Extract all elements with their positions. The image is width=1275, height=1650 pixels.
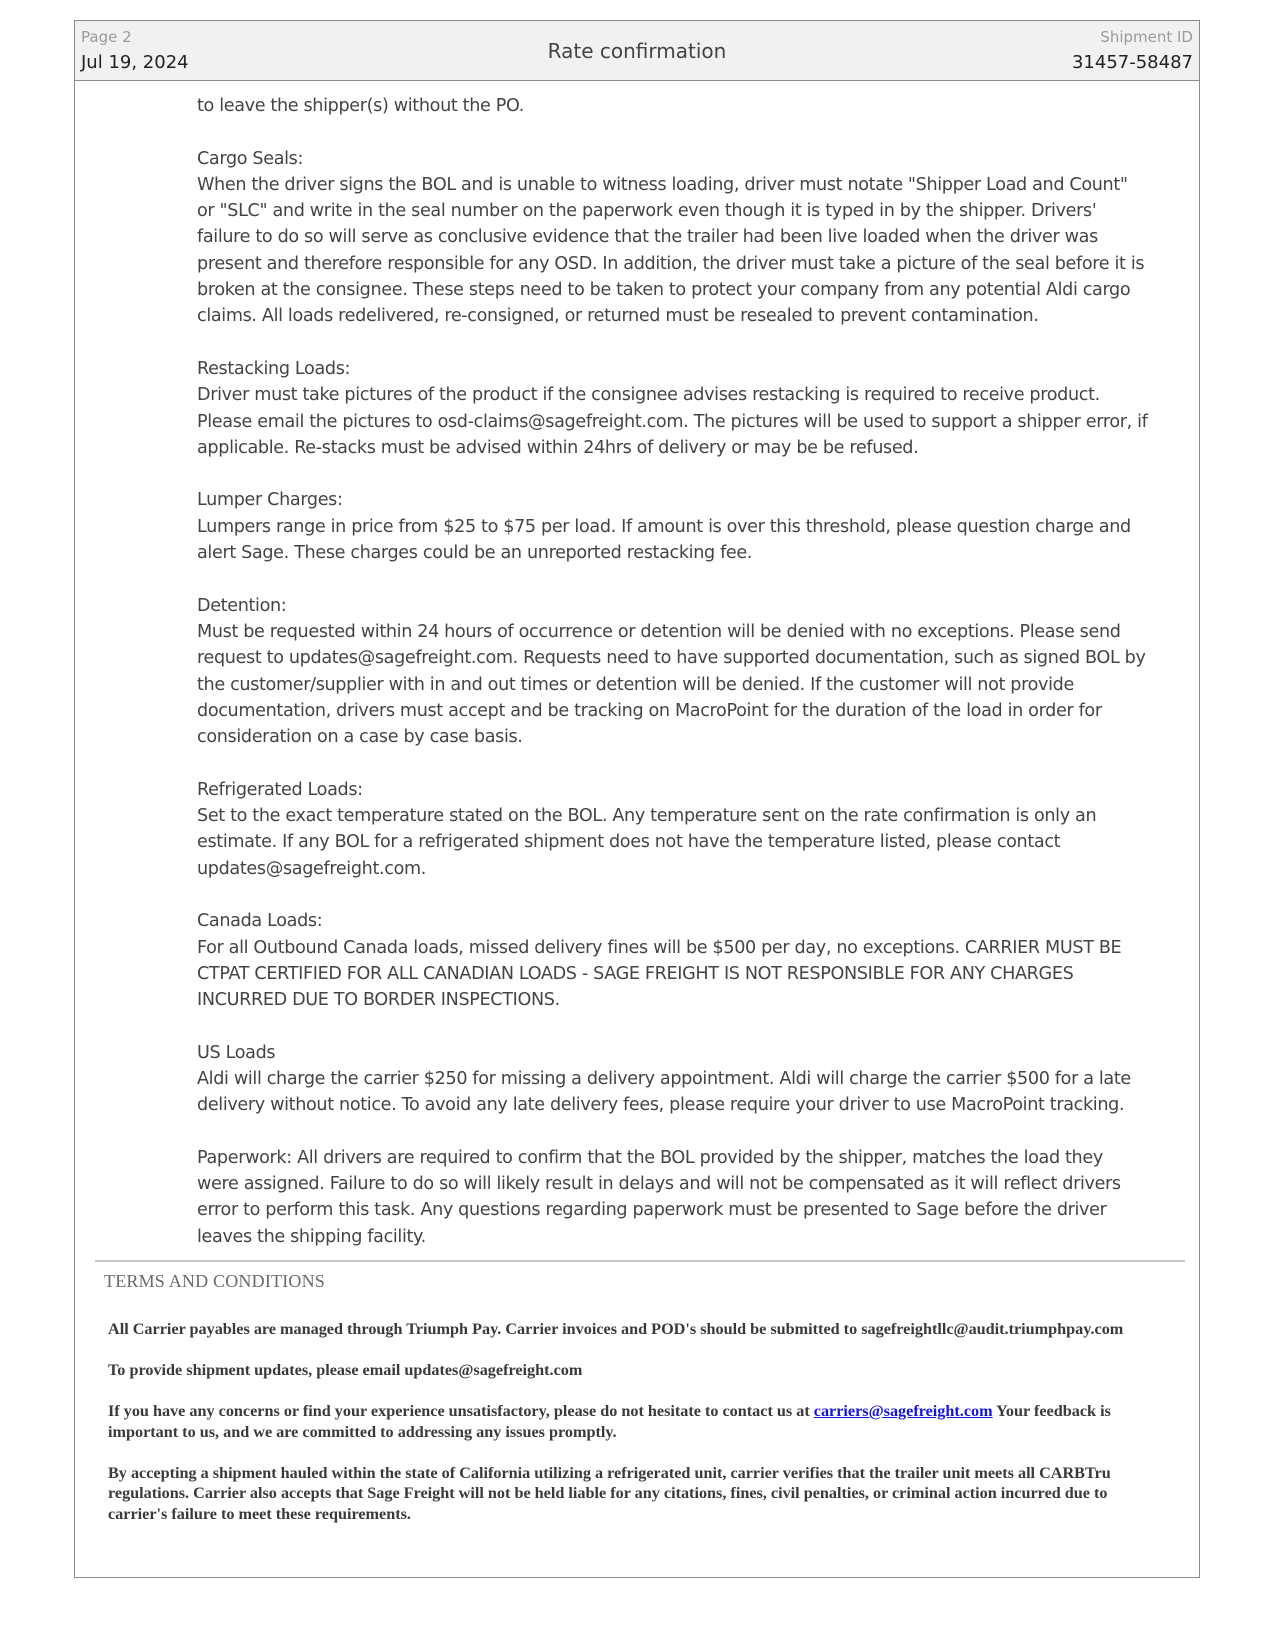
terms-concerns <box>108 1401 1168 1442</box>
terms-heading: TERMS AND CONDITIONS <box>104 1271 326 1291</box>
instruction-detention: Detention: Must be requested within 24 hours of occurrence or detention will be denied with no exceptions. Please send request to updates@sagefreight.com. Requests need to have supported documentation, such as signed BOL by the customer/supplier with in and out times or detention will be denied. If the customer will not provide documentation, drivers must accept and be tracking on MacroPoint for the duration of the load in order for consideration on a case by case basis. <box>197 595 1146 748</box>
page-number: Page 2 <box>81 28 132 46</box>
instruction-po-continuation: to leave the shipper(s) without the PO. <box>197 96 525 116</box>
instruction-paperwork: Paperwork: All drivers are required to confirm that the BOL provided by the shipper, matches the load they were assigned. Failure to do so will likely result in delays and will not be compensated as it will reflect drivers error to perform this task. Any questions regarding paperwork must be presented to Sage before the driver leaves the shipping facility. <box>197 1147 1121 1247</box>
terms-california: By accepting a shipment hauled within the state of California utilizing a refrigerated unit, carrier verifies that the trailer unit meets all CARBTru regulations. Carrier also accepts that Sage Freight will not be held liable for any citations, fines, civil penalties, or criminal action incurred due to carrier's failure to meet these requirements. <box>108 1463 1111 1523</box>
carriers-email-link[interactable]: carriers@sagefreight.com <box>813 1402 993 1420</box>
terms-and-conditions <box>108 1319 1168 1545</box>
instruction-us-loads: US Loads Aldi will charge the carrier $250 for missing a delivery appointment. Aldi will charge the carrier $500 for a late delivery without notice. To avoid any late delivery fees, please require your driver to use MacroPoint tracking. <box>197 1042 1131 1116</box>
shipment-id-label: Shipment ID <box>1100 28 1193 46</box>
instruction-lumper-charges: Lumper Charges: Lumpers range in price from $25 to $75 per load. If amount is over this threshold, please question charge and alert Sage. These charges could be an unreported restacking fee. <box>197 490 1131 564</box>
terms-concerns-text-end: Your feedback is important to us, and we are committed to addressing any issues promptly. <box>108 1402 1111 1441</box>
instruction-cargo-seals: Cargo Seals: When the driver signs the BOL and is unable to witness loading, driver must notate "Shipper Load and Count" or "SLC" and write in the seal number on the paperwork even though it is typed in by the shipper. Drivers' failure to do so will serve as conclusive evidence that the trailer had been live loaded when the driver was present and therefore responsible for any OSD. In addition, the driver must take a picture of the seal before it is broken at the consignee. These steps need to be taken to protect your company from any potential Aldi cargo claims. All loads redelivered, re-consigned, or returned must be resealed to prevent contamination. <box>197 148 1145 327</box>
instruction-restacking-loads: Restacking Loads: Driver must take pictures of the product if the consignee advises restacking is required to receive product. Please email the pictures to osd-claims@sagefreight.com. The pictures will be used to support a shipper error, if applicable. Re-stacks must be advised within 24hrs of delivery or may be be refused. <box>197 358 1148 458</box>
terms-updates: To provide shipment updates, please email updates@sagefreight.com <box>108 1361 583 1379</box>
section-divider <box>95 1260 1185 1262</box>
special-instructions <box>197 93 1149 1250</box>
document-title: Rate confirmation <box>547 39 727 63</box>
instruction-canada-loads: Canada Loads: For all Outbound Canada loads, missed delivery fines will be $500 per day, no exceptions. CARRIER MUST BE CTPAT CERTIFIED FOR ALL CANADIAN LOADS - SAGE FREIGHT IS NOT RESPONSIBLE FOR ANY CHARGES INCURRED DUE TO BORDER INSPECTIONS. <box>197 911 1122 1011</box>
page-header <box>75 21 1199 81</box>
document-page <box>74 20 1200 1578</box>
instruction-refrigerated-loads: Refrigerated Loads: Set to the exact temperature stated on the BOL. Any temperature sent on the rate confirmation is only an estimate. If any BOL for a refrigerated shipment does not have the temperature listed, please contact updates@sagefreight.com. <box>197 779 1097 879</box>
terms-concerns-text: If you have any concerns or find your experience unsatisfactory, please do not hesitate to contact us at <box>108 1402 814 1420</box>
shipment-id: 31457-58487 <box>1071 52 1193 73</box>
terms-payables: All Carrier payables are managed through Triumph Pay. Carrier invoices and POD's should be submitted to sagefreightllc@audit.triumphpay.com <box>108 1320 1124 1338</box>
document-date: Jul 19, 2024 <box>81 52 189 73</box>
